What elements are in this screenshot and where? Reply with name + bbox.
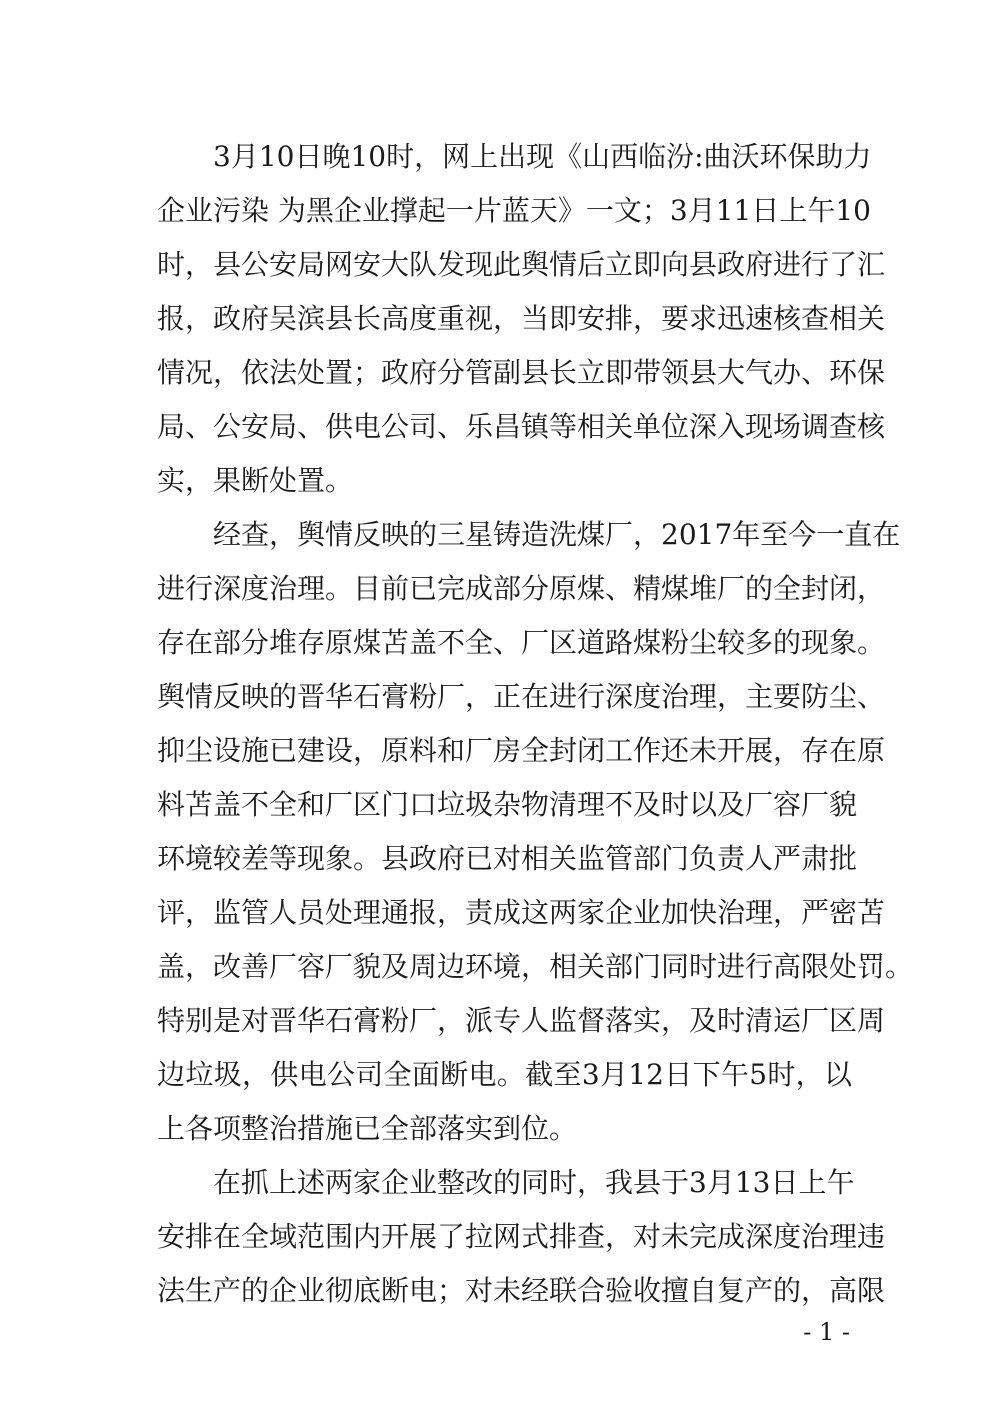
paragraph-2-line-2: 进行深度治理。目前已完成部分原煤、精煤堆厂的全封闭， (157, 572, 886, 605)
paragraph-1-line-1: 3月10日晚10时，网上出现《山西临汾:曲沃环保助力 (213, 140, 872, 173)
paragraph-1-line-4: 报，政府吴滨县长高度重视，当即安排，要求迅速核查相关 (157, 302, 886, 335)
paragraph-1-line-3: 时，县公安局网安大队发现此舆情后立即向县政府进行了汇 (157, 248, 886, 281)
paragraph-3-line-1: 在抓上述两家企业整改的同时，我县于3月13日上午 (213, 1166, 855, 1199)
paragraph-2-line-9: 盖，改善厂容厂貌及周边环境，相关部门同时进行高限处罚。 (157, 950, 914, 983)
paragraph-2-line-1: 经查，舆情反映的三星铸造洗煤厂，2017年至今一直在 (213, 518, 901, 551)
paragraph-1-line-6: 局、公安局、供电公司、乐昌镇等相关单位深入现场调查核 (157, 410, 886, 443)
paragraph-2-line-5: 抑尘设施已建设，原料和厂房全封闭工作还未开展，存在原 (157, 734, 886, 767)
paragraph-3-line-2: 安排在全域范围内开展了拉网式排查，对未完成深度治理违 (157, 1220, 886, 1253)
paragraph-2-line-12: 上各项整治措施已全部落实到位。 (157, 1112, 578, 1145)
paragraph-1-line-7: 实，果断处置。 (157, 464, 354, 497)
paragraph-2-line-11: 边垃圾，供电公司全面断电。截至3月12日下午5时，以 (157, 1058, 852, 1091)
page-number: - 1 - (803, 1318, 850, 1346)
paragraph-1-line-2: 企业污染 为黑企业撑起一片蓝天》一文；3月11日上午10 (157, 194, 871, 227)
paragraph-2-line-10: 特别是对晋华石膏粉厂，派专人监督落实，及时清运厂区周 (157, 1004, 886, 1037)
paragraph-2-line-6: 料苫盖不全和厂区门口垃圾杂物清理不及时以及厂容厂貌 (157, 788, 858, 821)
paragraph-2-line-3: 存在部分堆存原煤苫盖不全、厂区道路煤粉尘较多的现象。 (157, 626, 886, 659)
paragraph-2-line-8: 评，监管人员处理通报，责成这两家企业加快治理，严密苫 (157, 896, 886, 929)
paragraph-2-line-7: 环境较差等现象。县政府已对相关监管部门负责人严肃批 (157, 842, 858, 875)
paragraph-1-line-5: 情况，依法处置；政府分管副县长立即带领县大气办、环保 (157, 356, 886, 389)
paragraph-2-line-4: 舆情反映的晋华石膏粉厂，正在进行深度治理，主要防尘、 (157, 680, 886, 713)
paragraph-3-line-3: 法生产的企业彻底断电；对未经联合验收擅自复产的，高限 (157, 1274, 886, 1307)
